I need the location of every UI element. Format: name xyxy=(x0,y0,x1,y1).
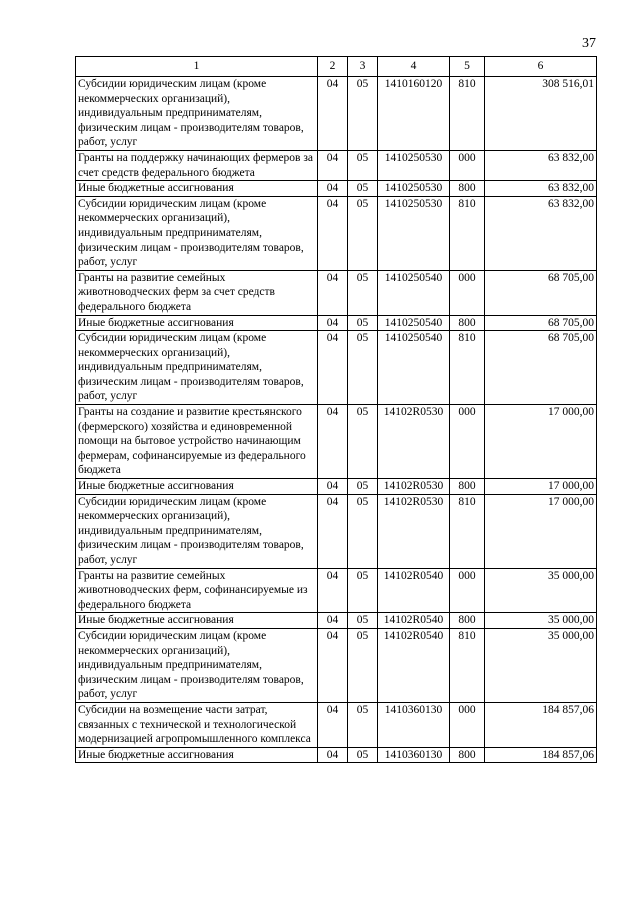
column-header: 1 xyxy=(76,57,318,77)
table-row xyxy=(76,479,597,495)
row-subsection: 05 xyxy=(348,315,378,331)
row-section: 04 xyxy=(318,568,348,613)
row-description: Субсидии юридическим лицам (кроме некоммерческих организаций), индивидуальным предпринимателям, физическим лицам - производителям товаров, работ, услуг xyxy=(76,77,318,151)
row-amount: 184 857,06 xyxy=(485,747,597,763)
table-body xyxy=(76,77,597,763)
row-target-article: 1410160120 xyxy=(378,77,450,151)
table-header-row xyxy=(76,57,597,77)
row-expense-type: 800 xyxy=(450,479,485,495)
row-target-article: 14102R0540 xyxy=(378,568,450,613)
row-amount: 17 000,00 xyxy=(485,479,597,495)
row-subsection: 05 xyxy=(348,479,378,495)
row-expense-type: 000 xyxy=(450,270,485,315)
table-row xyxy=(76,181,597,197)
row-subsection: 05 xyxy=(348,181,378,197)
row-section: 04 xyxy=(318,628,348,702)
table-row xyxy=(76,405,597,479)
row-amount: 17 000,00 xyxy=(485,494,597,568)
row-description: Гранты на поддержку начинающих фермеров за счет средств федерального бюджета xyxy=(76,150,318,180)
row-section: 04 xyxy=(318,270,348,315)
row-target-article: 14102R0540 xyxy=(378,628,450,702)
row-subsection: 05 xyxy=(348,747,378,763)
row-expense-type: 000 xyxy=(450,568,485,613)
row-expense-type: 810 xyxy=(450,77,485,151)
row-section: 04 xyxy=(318,702,348,747)
row-target-article: 1410250540 xyxy=(378,331,450,405)
row-amount: 35 000,00 xyxy=(485,628,597,702)
row-subsection: 05 xyxy=(348,331,378,405)
table-row xyxy=(76,702,597,747)
row-description: Иные бюджетные ассигнования xyxy=(76,613,318,629)
row-expense-type: 800 xyxy=(450,181,485,197)
column-header: 3 xyxy=(348,57,378,77)
row-subsection: 05 xyxy=(348,494,378,568)
row-description: Иные бюджетные ассигнования xyxy=(76,479,318,495)
row-amount: 63 832,00 xyxy=(485,196,597,270)
row-section: 04 xyxy=(318,315,348,331)
row-expense-type: 000 xyxy=(450,150,485,180)
row-subsection: 05 xyxy=(348,196,378,270)
row-target-article: 1410250530 xyxy=(378,196,450,270)
row-amount: 63 832,00 xyxy=(485,181,597,197)
table-row xyxy=(76,150,597,180)
row-subsection: 05 xyxy=(348,270,378,315)
row-description: Субсидии юридическим лицам (кроме некоммерческих организаций), индивидуальным предпринимателям, физическим лицам - производителям товаров, работ, услуг xyxy=(76,494,318,568)
table-row xyxy=(76,331,597,405)
row-section: 04 xyxy=(318,77,348,151)
row-target-article: 1410250540 xyxy=(378,315,450,331)
row-description: Гранты на создание и развитие крестьянского (фермерского) хозяйства и единовременной помощи на бытовое устройство начинающим фермерам, софинансируемые из федерального бюджета xyxy=(76,405,318,479)
row-section: 04 xyxy=(318,479,348,495)
row-description: Гранты на развитие семейных животноводческих ферм за счет средств федерального бюджета xyxy=(76,270,318,315)
row-target-article: 14102R0530 xyxy=(378,479,450,495)
row-subsection: 05 xyxy=(348,77,378,151)
row-section: 04 xyxy=(318,196,348,270)
column-header: 5 xyxy=(450,57,485,77)
row-expense-type: 810 xyxy=(450,196,485,270)
row-expense-type: 800 xyxy=(450,747,485,763)
row-subsection: 05 xyxy=(348,613,378,629)
row-amount: 308 516,01 xyxy=(485,77,597,151)
row-subsection: 05 xyxy=(348,150,378,180)
table-row xyxy=(76,315,597,331)
row-description: Субсидии юридическим лицам (кроме некоммерческих организаций), индивидуальным предпринимателям, физическим лицам - производителям товаров, работ, услуг xyxy=(76,331,318,405)
row-description: Субсидии юридическим лицам (кроме некоммерческих организаций), индивидуальным предпринимателям, физическим лицам - производителям товаров, работ, услуг xyxy=(76,196,318,270)
column-header: 4 xyxy=(378,57,450,77)
row-description: Субсидии юридическим лицам (кроме некоммерческих организаций), индивидуальным предпринимателям, физическим лицам - производителям товаров, работ, услуг xyxy=(76,628,318,702)
row-target-article: 1410360130 xyxy=(378,702,450,747)
row-section: 04 xyxy=(318,181,348,197)
column-header: 2 xyxy=(318,57,348,77)
row-expense-type: 810 xyxy=(450,331,485,405)
row-target-article: 14102R0540 xyxy=(378,613,450,629)
row-expense-type: 810 xyxy=(450,494,485,568)
row-target-article: 14102R0530 xyxy=(378,405,450,479)
table-row xyxy=(76,494,597,568)
table-row xyxy=(76,613,597,629)
row-amount: 35 000,00 xyxy=(485,568,597,613)
row-target-article: 1410360130 xyxy=(378,747,450,763)
row-description: Иные бюджетные ассигнования xyxy=(76,181,318,197)
row-amount: 68 705,00 xyxy=(485,270,597,315)
row-section: 04 xyxy=(318,613,348,629)
row-amount: 35 000,00 xyxy=(485,613,597,629)
row-description: Иные бюджетные ассигнования xyxy=(76,315,318,331)
row-expense-type: 810 xyxy=(450,628,485,702)
row-description: Субсидии на возмещение части затрат, связанных с технической и технологической модернизацией агропромышленного комплекса xyxy=(76,702,318,747)
table-row xyxy=(76,196,597,270)
row-section: 04 xyxy=(318,747,348,763)
row-section: 04 xyxy=(318,150,348,180)
page-number: 37 xyxy=(582,36,596,51)
row-amount: 184 857,06 xyxy=(485,702,597,747)
row-amount: 68 705,00 xyxy=(485,331,597,405)
row-target-article: 1410250530 xyxy=(378,181,450,197)
table-row xyxy=(76,77,597,151)
row-section: 04 xyxy=(318,331,348,405)
budget-table xyxy=(75,56,597,763)
row-subsection: 05 xyxy=(348,405,378,479)
row-amount: 63 832,00 xyxy=(485,150,597,180)
table-row xyxy=(76,270,597,315)
table-row xyxy=(76,747,597,763)
row-description: Гранты на развитие семейных животноводческих ферм, софинансируемые из федерального бюджета xyxy=(76,568,318,613)
column-header: 6 xyxy=(485,57,597,77)
row-amount: 68 705,00 xyxy=(485,315,597,331)
row-amount: 17 000,00 xyxy=(485,405,597,479)
table-row xyxy=(76,568,597,613)
row-subsection: 05 xyxy=(348,628,378,702)
row-target-article: 14102R0530 xyxy=(378,494,450,568)
row-expense-type: 000 xyxy=(450,702,485,747)
row-expense-type: 800 xyxy=(450,315,485,331)
table-row xyxy=(76,628,597,702)
row-subsection: 05 xyxy=(348,702,378,747)
row-target-article: 1410250540 xyxy=(378,270,450,315)
row-section: 04 xyxy=(318,405,348,479)
row-section: 04 xyxy=(318,494,348,568)
row-expense-type: 000 xyxy=(450,405,485,479)
row-description: Иные бюджетные ассигнования xyxy=(76,747,318,763)
row-expense-type: 800 xyxy=(450,613,485,629)
row-subsection: 05 xyxy=(348,568,378,613)
row-target-article: 1410250530 xyxy=(378,150,450,180)
